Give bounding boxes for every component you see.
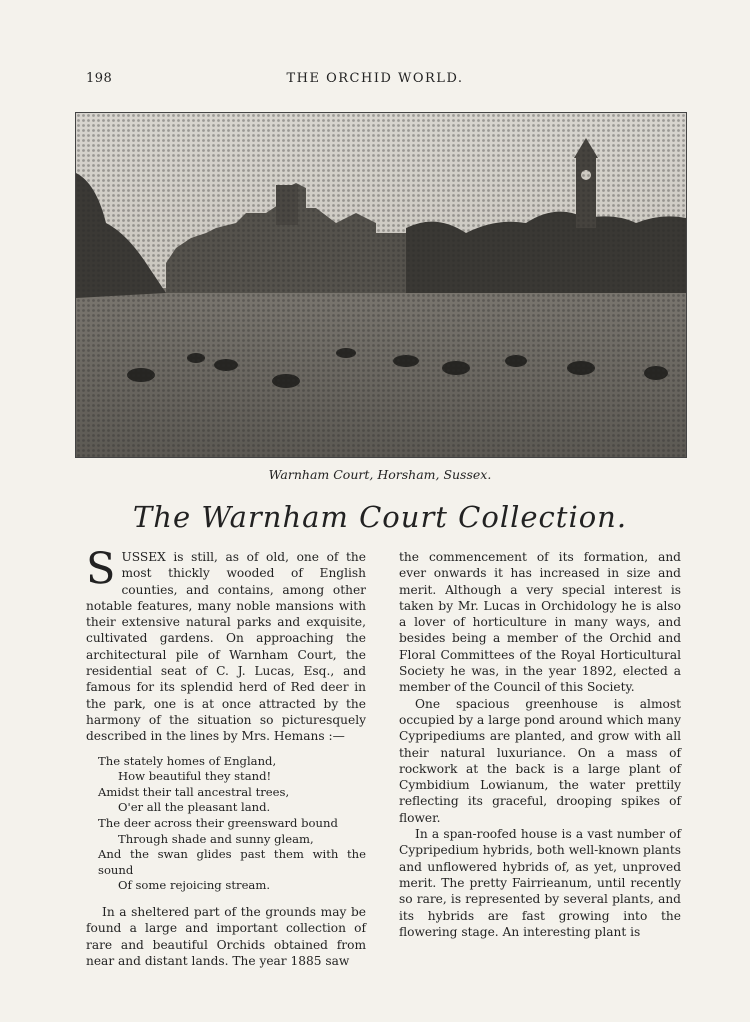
left-column xyxy=(86,544,366,969)
poem-line: The deer across their greensward bound xyxy=(98,815,338,830)
running-head: THE ORCHID WORLD. xyxy=(286,71,464,86)
poem-line: Amidst their tall ancestral trees, xyxy=(98,784,290,799)
poem-line: O'er all the pleasant land. xyxy=(118,800,271,815)
photo-caption: Warnham Court, Horsham, Sussex. xyxy=(268,467,492,482)
poem-line: And the swan glides past them with the sound xyxy=(98,847,366,877)
paragraph: In a span-roofed house is a vast number of Cypripedium hybrids, both well-known plants and unflowered hybrids of, as yet, unproved merit. The pretty Fairrieanum, until recently so rare, is represented by several plants, and its hybrids are fast growing into the flowering stage. An interesting plant is xyxy=(399,827,681,939)
page-number: 198 xyxy=(86,71,113,86)
article-title: The Warnham Court Collection. xyxy=(132,500,628,534)
poem xyxy=(98,754,366,894)
paragraph: One spacious greenhouse is almost occupied by a large pond around which many Cypripediums are planted, and grow with all their natural luxuriance. On a mass of rockwork at the back is a large plant of Cymbidium Lowianum, the water prettily reflecting its graceful, drooping spikes of flower. xyxy=(399,696,681,825)
photo-warnham-court xyxy=(75,112,687,458)
poem-line: Of some rejoicing stream. xyxy=(118,878,271,893)
poem-line: How beautiful they stand! xyxy=(118,769,272,784)
paragraph: In a sheltered part of the grounds may be found a large and important collection of rare and beautiful Orchids obtained from near and distant lands. The year 1885 saw xyxy=(86,904,366,968)
drop-cap: S xyxy=(86,544,116,594)
poem-line: Through shade and sunny gleam, xyxy=(118,831,314,846)
opening-paragraph xyxy=(86,544,366,745)
right-column xyxy=(399,549,681,940)
opening-paragraph-text: USSEX is still, as of old, one of the most thickly wooded of English counties, and contains, among other notable features, many noble mansions with their extensive natural parks and exquisite, cultivated gardens. On approaching the architectural pile of Warnham Court, the residential seat of C. J. Lucas, Esq., and famous for its splendid herd of Red deer in the park, one is at once attracted by the harmony of the situation so picturesquely described in the lines by Mrs. Hemans :— xyxy=(86,550,366,744)
paragraph: the commencement of its formation, and ever onwards it has increased in size and merit. Although a very special interest is taken by Mr. Lucas in Orchidology he is also a lover of horticulture in many ways, and besides being a member of the Orchid and Floral Committees of the Royal Horticultural Society he was, in the year 1892, elected a member of the Council of this Society. xyxy=(399,550,681,695)
poem-line: The stately homes of England, xyxy=(98,753,277,768)
